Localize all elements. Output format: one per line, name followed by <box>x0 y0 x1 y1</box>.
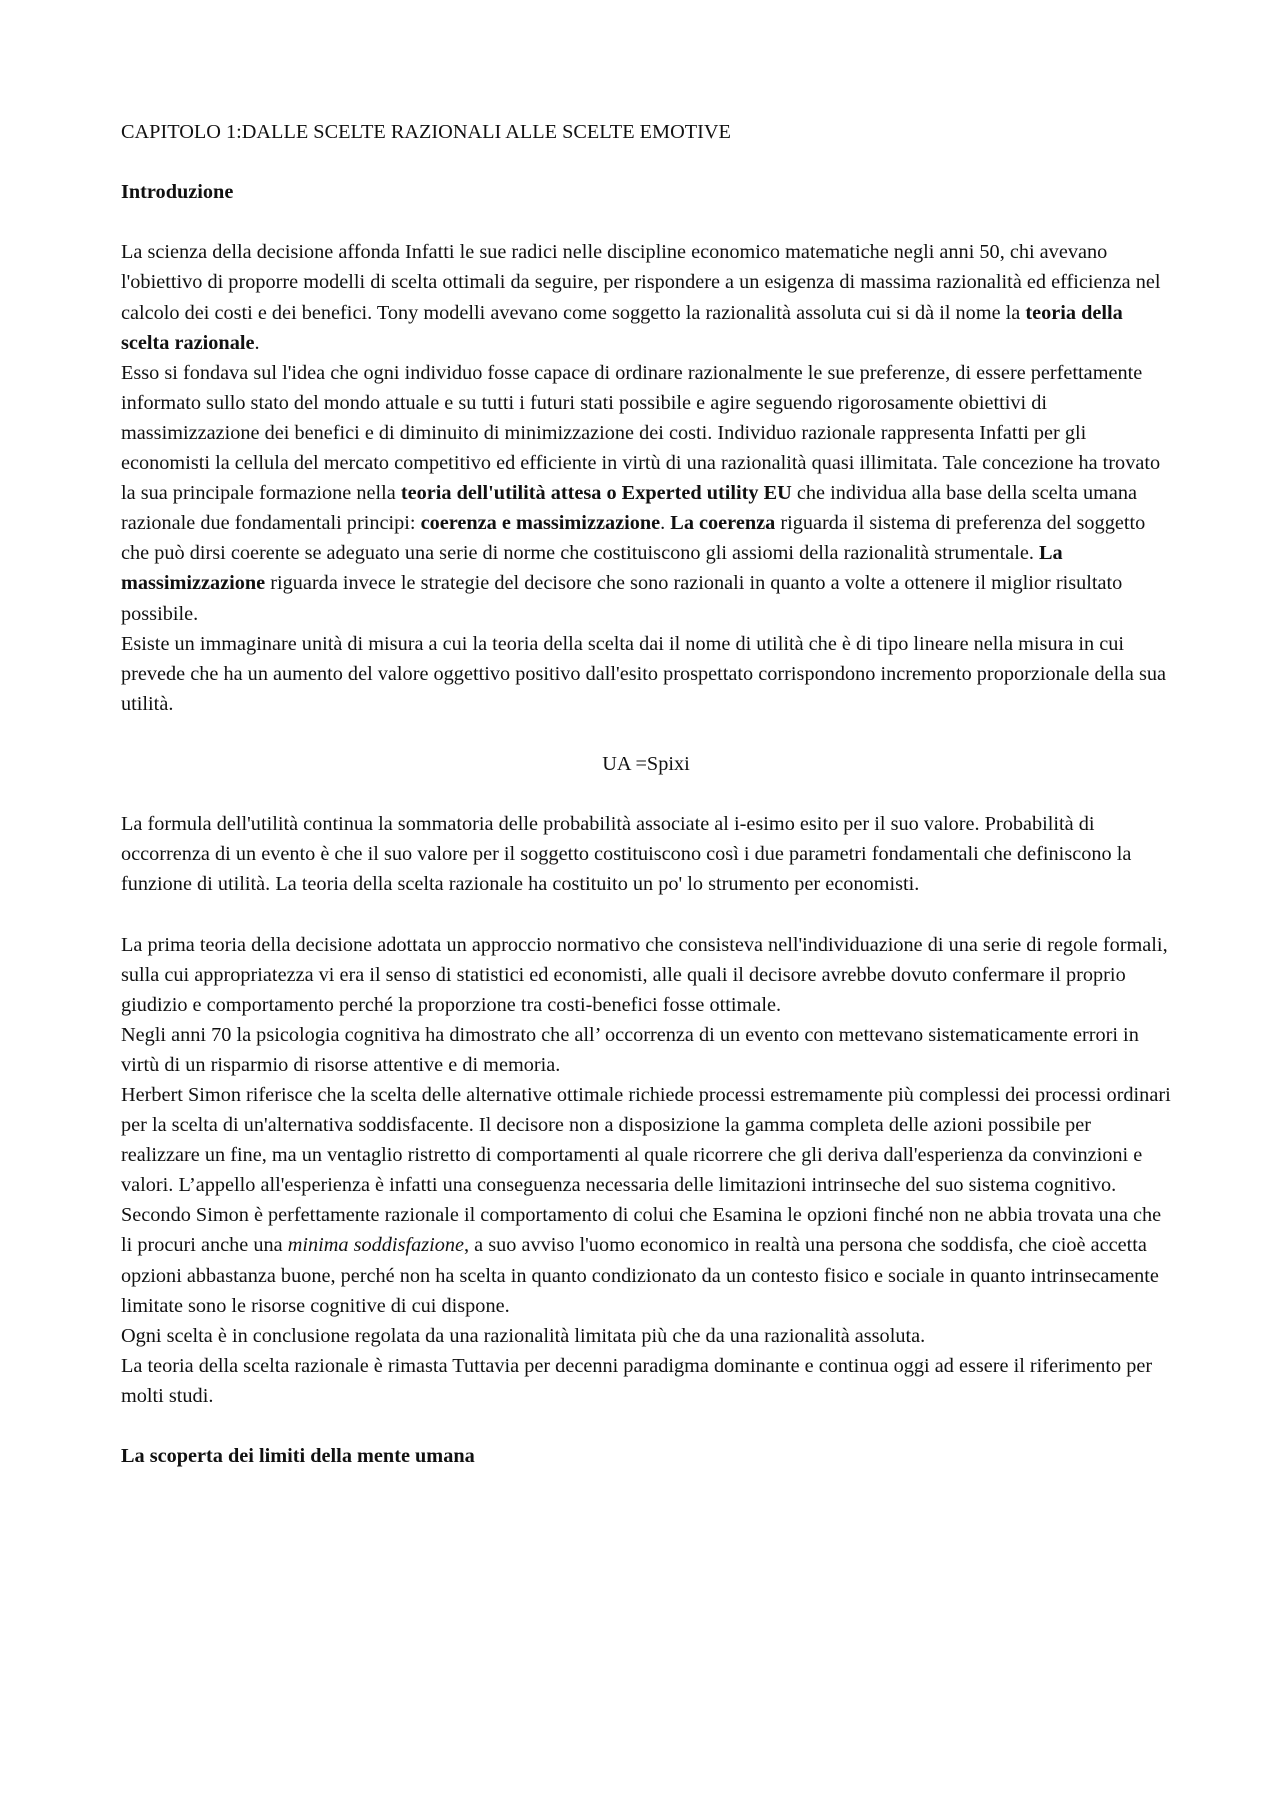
spacer <box>121 779 1171 809</box>
paragraph-6: Negli anni 70 la psicologia cognitiva ha dimostrato che all’ occorrenza di un evento con mettevano sistematicamente errori in virtù di un risparmio di risorse attentive e di memoria. <box>121 1023 1139 1076</box>
paragraph-10: La teoria della scelta razionale è rimasta Tuttavia per decenni paradigma dominante e continua oggi ad essere il riferimento per molti studi. <box>121 1354 1153 1407</box>
paragraph-5: La prima teoria della decisione adottata un approccio normativo che consisteva nell'individuazione di una serie di regole formali, sulla cui appropriatezza vi era il senso di statistici ed economisti, alle quali il decisore avrebbe dovuto confermare il proprio giudizio e comportamento perché la proporzione tra costi-benefici fosse ottimale. <box>121 933 1168 1016</box>
paragraph-7: Herbert Simon riferisce che la scelta delle alternative ottimale richiede processi estremamente più complessi dei processi ordinari per la scelta di un'alternativa soddisfacente. Il decisore non a disposizione la gamma completa delle azioni possibile per realizzare un fine, ma un ventaglio ristretto di comportamenti al quale ricorrere che gli deriva dall'esperienza da convinzioni e valori. L’appello all'esperienza è infatti una conseguenza necessaria delle limitazioni intrinseche del suo sistema cognitivo. <box>121 1084 1171 1197</box>
term-coherence-maximization: coerenza e massimizzazione <box>420 512 661 535</box>
paragraph-8: Secondo Simon è perfettamente razionale il comportamento di colui che Esamina le opzioni finché non ne abbia trovata una che li procuri anche una minima soddisfazione, a suo avviso l'uomo economico in realtà una persona che soddisfa, che cioè accetta opzioni abbastanza buone, perché non ha scelta in quanto condizionato da un contesto fisico e sociale in quanto intrinsecamente limitate sono le risorse cognitive di cui dispone. <box>121 1204 1162 1317</box>
paragraph-2: Esso si fondava sul l'idea che ogni individuo fosse capace di ordinare razionalmente le sue preferenze, di essere perfettamente informato sullo stato del mondo attuale e su tutti i futuri stati possibile e agire seguendo rigorosamente obiettivi di massimizzazione dei benefici e di diminuito di minimizzazione dei costi. Individuo razionale rappresenta Infatti per gli economisti la cellula del mercato competitivo ed efficiente in virtù di una razionalità quasi illimitata. Tale concezione ha trovato la sua principale formazione nella teoria dell'utilità attesa o Experted utility EU che individua alla base della scelta umana razionale due fondamentali principi: coerenza e massimizzazione. La coerenza riguarda il sistema di preferenza del soggetto che può dirsi coerente se adeguato una serie di norme che costituiscono gli assiomi della razionalità strumentale. La massimizzazione riguarda invece le strategie del decisore che sono razionali in quanto a volte a ottenere il miglior risultato possibile. <box>121 361 1161 625</box>
spacer <box>121 899 1171 929</box>
term-rational-choice: teoria della scelta razionale <box>121 301 1123 354</box>
paragraph-4: La formula dell'utilità continua la sommatoria delle probabilità associate al i-esimo esito per il suo valore. Probabilità di occorrenza di un evento è che il suo valore per il soggetto costituiscono così i due parametri fondamentali che definiscono la funzione di utilità. La teoria della scelta razionale ha costituito un po' lo strumento per economisti. <box>121 813 1132 896</box>
section-title-introduzione: Introduzione <box>121 181 234 204</box>
spacer <box>121 719 1171 749</box>
paragraph-1: La scienza della decisione affonda Infatti le sue radici nelle discipline economico matematiche negli anni 50, chi avevano l'obiettivo di proporre modelli di scelta ottimali da seguire, per rispondere a un esigenza di massima razionalità ed efficienza nel calcolo dei costi e dei benefici. Tony modelli avevano come soggetto la razionalità assoluta cui si dà il nome la teoria della scelta razionale. <box>121 241 1161 354</box>
utility-formula: UA =Spixi <box>602 752 690 775</box>
term-maximization: La massimizzazione <box>121 542 1063 595</box>
term-minimal-satisfaction: minima soddisfazione <box>287 1234 465 1257</box>
chapter-title: CAPITOLO 1:DALLE SCELTE RAZIONALI ALLE SCELTE EMOTIVE <box>121 121 731 143</box>
paragraph-9: Ogni scelta è in conclusione regolata da una razionalità limitata più che da una razionalità assoluta. <box>121 1324 926 1347</box>
spacer <box>121 1411 1171 1441</box>
term-expected-utility: teoria dell'utilità attesa o Experted utility EU <box>400 482 792 505</box>
spacer <box>121 147 1171 177</box>
term-coherence: La coerenza <box>670 512 776 535</box>
spacer <box>121 207 1171 237</box>
document-body <box>121 117 1171 1471</box>
paragraph-3: Esiste un immaginare unità di misura a cui la teoria della scelta dai il nome di utilità che è di tipo lineare nella misura in cui prevede che ha un aumento del valore oggettivo positivo dall'esito prospettato corrispondono incremento proporzionale della sua utilità. <box>121 632 1167 715</box>
section-title-limiti-mente: La scoperta dei limiti della mente umana <box>121 1445 475 1468</box>
